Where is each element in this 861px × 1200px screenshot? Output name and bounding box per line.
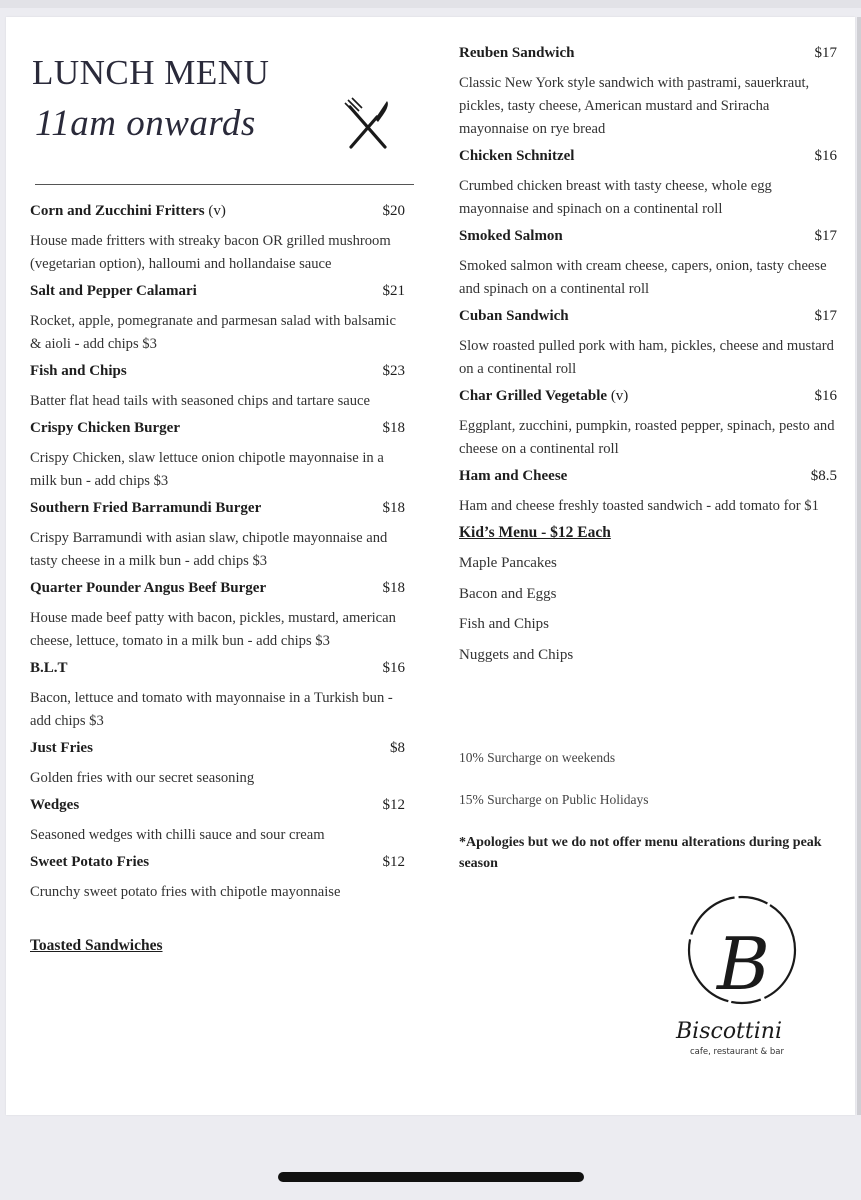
menu-item-price: $16 <box>382 660 405 676</box>
menu-column-left <box>30 200 405 955</box>
menu-item-description: Batter flat head tails with seasoned chips and tartare sauce <box>30 393 370 409</box>
menu-item-price: $12 <box>382 854 405 870</box>
menu-item-description: Crispy Barramundi with asian slaw, chipotle mayonnaise and tasty cheese in a milk bun - add chips $3 <box>30 530 388 569</box>
menu-item-quarter-pounder-angus-beef-burger <box>30 577 405 653</box>
menu-item-description: Crumbed chicken breast with tasty cheese, whole egg mayonnaise and spinach on a continental roll <box>459 178 772 217</box>
menu-item-name: Corn and Zucchini Fritters (v) <box>30 203 226 219</box>
menu-item-price: $18 <box>382 500 405 516</box>
home-indicator[interactable] <box>278 1172 584 1182</box>
menu-item-southern-fried-barramundi-burger <box>30 497 405 573</box>
menu-item-description: Classic New York style sandwich with pastrami, sauerkraut, pickles, tasty cheese, American mustard and Sriracha mayonnaise on rye bread <box>459 75 810 137</box>
kids-menu-item: Nuggets and Chips <box>459 646 574 663</box>
menu-item-cuban-sandwich <box>459 305 837 381</box>
menu-item-price: $16 <box>814 388 837 404</box>
menu-item-description: Ham and cheese freshly toasted sandwich - add tomato for $1 <box>459 498 819 514</box>
menu-item-price: $17 <box>814 228 837 244</box>
fork-knife-icon <box>343 97 393 151</box>
alterations-note: *Apologies but we do not offer menu alterations during peak season <box>459 835 822 871</box>
weekend-surcharge-note: 10% Surcharge on weekends <box>459 750 616 765</box>
menu-item-description: Crispy Chicken, slaw lettuce onion chipotle mayonnaise in a milk bun - add chips $3 <box>30 450 384 489</box>
menu-item-name: Char Grilled Vegetable (v) <box>459 388 629 404</box>
kids-menu-item: Maple Pancakes <box>459 555 557 571</box>
menu-item-name: Reuben Sandwich <box>459 45 575 61</box>
biscottini-logo <box>670 892 820 1064</box>
menu-item-name: Southern Fried Barramundi Burger <box>30 500 262 516</box>
toasted-sandwiches-heading: Toasted Sandwiches <box>30 937 163 954</box>
kids-menu-item: Bacon and Eggs <box>459 585 557 602</box>
menu-item-price: $12 <box>382 797 405 813</box>
menu-item-price: $17 <box>814 308 837 324</box>
menu-item-sweet-potato-fries <box>30 851 405 904</box>
menu-item-salt-and-pepper-calamari <box>30 280 405 356</box>
menu-item-name: Chicken Schnitzel <box>459 148 575 164</box>
kids-menu-list <box>459 548 837 670</box>
menu-item-smoked-salmon <box>459 225 837 301</box>
logo-tagline: cafe, restaurant & bar <box>690 1047 784 1057</box>
menu-item-price: $21 <box>382 283 405 299</box>
svg-text:B: B <box>717 922 770 1006</box>
menu-item-price: $18 <box>382 580 405 596</box>
vegetarian-marker: (v) <box>610 388 629 404</box>
kids-menu-item: Fish and Chips <box>459 616 550 632</box>
menu-column-right <box>459 42 837 670</box>
kids-menu-heading: Kid’s Menu - $12 Each <box>459 524 611 541</box>
menu-item-description: Seasoned wedges with chilli sauce and sour cream <box>30 827 325 843</box>
menu-item-name: Cuban Sandwich <box>459 308 569 324</box>
menu-item-char-grilled-vegetable <box>459 385 837 461</box>
menu-item-chicken-schnitzel <box>459 145 837 221</box>
menu-item-name: Ham and Cheese <box>459 468 568 484</box>
page-edge-shadow <box>857 17 861 1115</box>
menu-item-price: $8.5 <box>810 468 837 484</box>
menu-item-reuben-sandwich <box>459 42 837 141</box>
page-subtitle: 11am onwards <box>35 103 256 144</box>
menu-item-price: $8 <box>390 740 405 756</box>
menu-item-name: Just Fries <box>30 740 93 756</box>
menu-item-b-l-t <box>30 657 405 733</box>
menu-item-price: $20 <box>382 203 405 219</box>
menu-item-description: Slow roasted pulled pork with ham, pickles, cheese and mustard on a continental roll <box>459 338 834 377</box>
menu-item-wedges <box>30 794 405 847</box>
menu-item-name: Fish and Chips <box>30 363 127 379</box>
menu-item-name: Salt and Pepper Calamari <box>30 283 197 299</box>
menu-item-name: Sweet Potato Fries <box>30 854 150 870</box>
logo-name: Biscottini <box>676 1019 782 1044</box>
menu-item-fish-and-chips <box>30 360 405 413</box>
page-title: LUNCH MENU <box>32 53 270 92</box>
menu-item-description: Rocket, apple, pomegranate and parmesan salad with balsamic & aioli - add chips $3 <box>30 313 396 352</box>
holiday-surcharge-note: 15% Surcharge on Public Holidays <box>459 792 649 807</box>
menu-item-name: Quarter Pounder Angus Beef Burger <box>30 580 267 596</box>
menu-item-name: Wedges <box>30 797 80 813</box>
menu-item-description: Bacon, lettuce and tomato with mayonnaise in a Turkish bun - add chips $3 <box>30 690 393 729</box>
menu-item-description: House made fritters with streaky bacon OR grilled mushroom (vegetarian option), halloumi and hollandaise sauce <box>30 233 391 272</box>
menu-item-name: Smoked Salmon <box>459 228 563 244</box>
menu-item-price: $16 <box>814 148 837 164</box>
menu-item-ham-and-cheese <box>459 465 837 518</box>
menu-item-price: $17 <box>814 45 837 61</box>
menu-item-description: House made beef patty with bacon, pickles, mustard, american cheese, lettuce, tomato in a milk bun - add chips $3 <box>30 610 396 649</box>
menu-item-price: $18 <box>382 420 405 436</box>
menu-item-description: Golden fries with our secret seasoning <box>30 770 255 786</box>
menu-item-crispy-chicken-burger <box>30 417 405 493</box>
menu-item-description: Eggplant, zucchini, pumpkin, roasted pepper, spinach, pesto and cheese on a continental roll <box>459 418 835 457</box>
menu-item-name: Crispy Chicken Burger <box>30 420 180 436</box>
status-bar-strip <box>0 0 861 8</box>
menu-item-description: Smoked salmon with cream cheese, capers, onion, tasty cheese and spinach on a continental roll <box>459 258 827 297</box>
menu-item-price: $23 <box>382 363 405 379</box>
menu-item-name: B.L.T <box>30 660 68 676</box>
menu-item-just-fries <box>30 737 405 790</box>
header-divider <box>35 184 414 185</box>
menu-item-corn-and-zucchini-fritters <box>30 200 405 276</box>
vegetarian-marker: (v) <box>208 203 226 219</box>
menu-item-description: Crunchy sweet potato fries with chipotle mayonnaise <box>30 884 341 900</box>
